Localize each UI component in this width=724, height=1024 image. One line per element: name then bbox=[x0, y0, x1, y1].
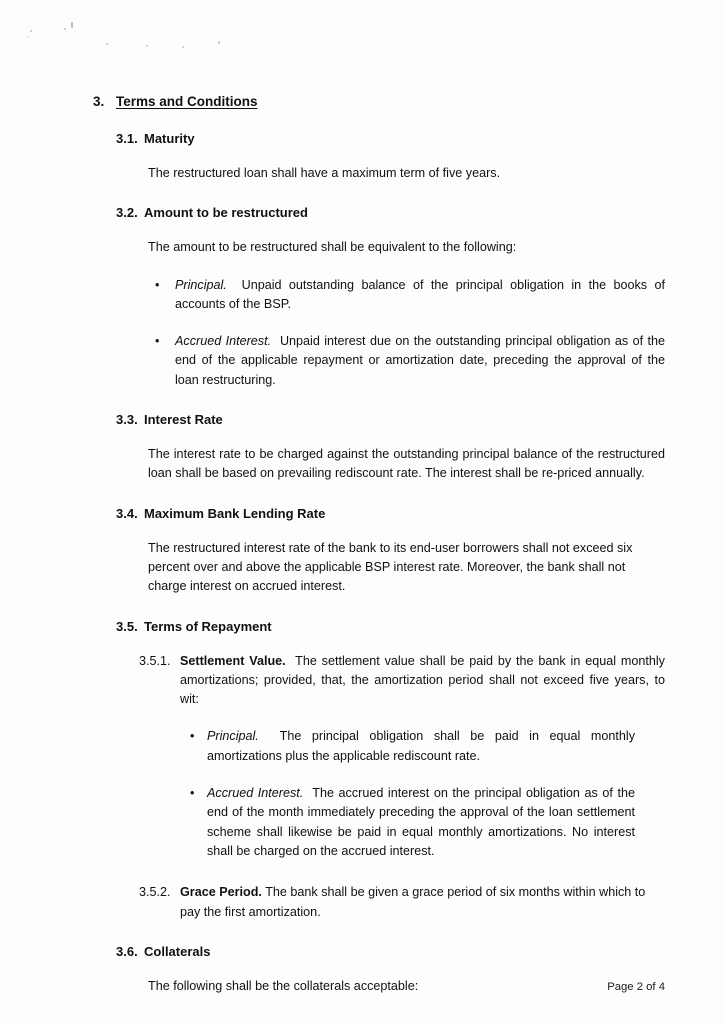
clause-grace-period bbox=[139, 883, 665, 922]
subsection-heading-amount bbox=[116, 205, 665, 220]
subsection-heading-maturity bbox=[116, 131, 665, 146]
clause-lead: Settlement Value. bbox=[180, 653, 286, 668]
list-item-body: The principal obligation shall be paid in equal monthly amortizations plus the applicable rediscount rate. bbox=[207, 729, 635, 763]
section-heading-terms-and-conditions bbox=[93, 94, 665, 109]
list-item bbox=[190, 784, 635, 861]
list-item-body: Unpaid outstanding balance of the principal obligation in the books of accounts of the BSP. bbox=[175, 277, 665, 311]
subsection-number: 3.2. bbox=[116, 205, 138, 221]
subsection-title: Terms of Repayment bbox=[144, 618, 272, 634]
subsection-title: Interest Rate bbox=[144, 412, 223, 428]
list-item-body: The accrued interest on the principal obligation as of the end of the month immediately preceding the approval of the loan settlement scheme shall likewise be paid in equal monthly amortizations. No interest shall be charged on the accrued interest. bbox=[207, 786, 635, 858]
section-title: Terms and Conditions bbox=[116, 94, 258, 109]
subsection-heading-collaterals bbox=[116, 944, 665, 959]
clause-text bbox=[180, 652, 665, 710]
subsection-heading-terms-of-repayment bbox=[116, 619, 665, 634]
interest-rate-body: The interest rate to be charged against the outstanding principal balance of the restructured loan shall be based on prevailing rediscount rate. The interest shall be re-priced annually. bbox=[148, 447, 665, 481]
bullet-icon: • bbox=[155, 277, 160, 292]
collaterals-body: The following shall be the collaterals acceptable: bbox=[148, 978, 419, 993]
list-item-lead: Principal. bbox=[175, 277, 227, 292]
maturity-body: The restructured loan shall have a maximum term of five years. bbox=[148, 166, 501, 180]
list-item bbox=[155, 276, 665, 315]
list-item bbox=[190, 727, 635, 766]
clause-text bbox=[180, 883, 665, 922]
list-item-body: Unpaid interest due on the outstanding principal obligation as of the end of the applicable repayment or amortization date, preceding the approval of the loan restructuring. bbox=[175, 334, 665, 387]
list-item-lead: Accrued Interest. bbox=[175, 334, 272, 349]
page-footer: Page 2 of 4 bbox=[607, 981, 665, 993]
bullet-icon: • bbox=[190, 729, 195, 744]
subsection-title: Maximum Bank Lending Rate bbox=[144, 505, 326, 521]
list-item-lead: Accrued Interest. bbox=[207, 786, 304, 801]
subsection-number: 3.3. bbox=[116, 412, 138, 428]
clause-lead: Grace Period. bbox=[180, 885, 262, 900]
subsection-heading-interest-rate bbox=[116, 412, 665, 427]
subsection-title: Amount to be restructured bbox=[144, 205, 308, 221]
subsection-number: 3.6. bbox=[116, 943, 138, 959]
clause-settlement-value bbox=[139, 652, 665, 710]
list-item-lead: Principal. bbox=[207, 729, 259, 744]
max-lending-rate-body: The restructured interest rate of the bank to its end-user borrowers shall not exceed six percent over and above the applicable BSP interest rate. Moreover, the bank shall not charge interest on accrued interest. bbox=[148, 540, 633, 594]
list-item-text bbox=[175, 276, 665, 315]
clause-body: The settlement value shall be paid by the bank in equal monthly amortizations; provided, that, the amortization period shall not exceed five years, to wit: bbox=[180, 653, 665, 707]
list-item bbox=[155, 332, 665, 390]
bullet-icon: • bbox=[155, 334, 160, 349]
list-item-text bbox=[175, 332, 665, 390]
subsection-number: 3.1. bbox=[116, 131, 138, 146]
bullet-icon: • bbox=[190, 786, 195, 801]
list-item-text bbox=[207, 784, 635, 861]
list-item-text bbox=[207, 727, 635, 766]
clause-number: 3.5.2. bbox=[139, 885, 171, 900]
amount-intro: The amount to be restructured shall be equivalent to the following: bbox=[148, 240, 517, 255]
subsection-number: 3.5. bbox=[116, 618, 138, 634]
clause-body: The bank shall be given a grace period of six months within which to pay the first amortization. bbox=[180, 885, 646, 919]
subsection-heading-max-lending-rate bbox=[116, 506, 665, 521]
subsection-title: Collaterals bbox=[144, 943, 211, 959]
section-number: 3. bbox=[93, 94, 105, 109]
subsection-title: Maturity bbox=[144, 131, 195, 146]
subsection-number: 3.4. bbox=[116, 505, 138, 521]
clause-number: 3.5.1. bbox=[139, 653, 171, 668]
